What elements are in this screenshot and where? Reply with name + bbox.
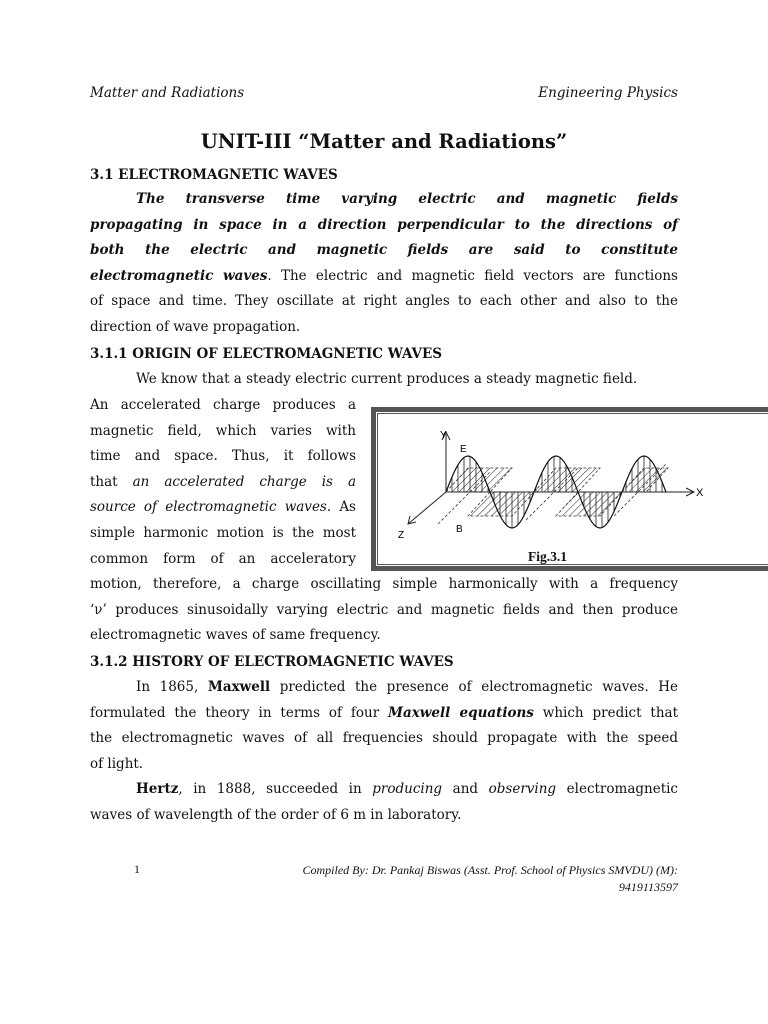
section-heading-3-1-1: 3.1.1 ORIGIN OF ELECTROMAGNETIC WAVES [90,346,443,362]
text-run: electromagnetic [556,781,678,798]
definition-line-3: both the electric and magnetic fields are said to constitute [90,242,678,259]
text-run: and [442,781,489,798]
wrap-line-5-italic: source of electromagnetic waves [90,499,327,516]
paragraph-line [90,701,678,727]
paragraph-line: electromagnetic waves of same frequency. [90,627,381,644]
text-italic: producing [372,781,443,798]
paragraph-line: We know that a steady electric current produces a steady magnetic field. [136,371,638,387]
paragraph-line: the electromagnetic waves of all frequencies should propagate with the speed [90,730,678,747]
text-run: which predict that [533,704,678,721]
paragraph-3-1-1-cont [90,572,678,649]
section-heading-3-1: 3.1 ELECTROMAGNETIC WAVES [90,167,338,183]
text-run: predicted the presence of electromagnetic waves. He [270,679,678,695]
term-maxwell-equations: Maxwell equations [388,704,534,721]
label-y: Y [440,430,447,441]
wrap-line-6: simple harmonic motion is the most [90,524,356,541]
wrap-line-3: time and space. Thus, it follows [90,448,356,465]
paragraph-line: ‘ν’ produces sinusoidally varying electric and magnetic fields and then produce [90,601,678,618]
label-b: B [456,524,463,535]
paragraph-line-5: of space and time. They oscillate at right angles to each other and also to the [90,293,678,310]
page-number: 1 [134,862,140,876]
text-run: formulated the theory in terms of four [90,704,389,721]
name-hertz: Hertz [136,781,179,798]
label-x: X [696,487,704,499]
paragraph-line [90,675,678,701]
name-maxwell: Maxwell [207,679,271,695]
wrap-line-4-italic: an accelerated charge is a [132,473,356,490]
wrap-line-2: magnetic field, which varies with [90,422,356,439]
paragraph-line: waves of wavelength of the order of 6 m in laboratory. [90,806,462,823]
section-heading-3-1-2: 3.1.2 HISTORY OF ELECTROMAGNETIC WAVES [90,654,454,670]
label-z: Z [398,530,405,541]
em-wave-diagram [376,412,768,566]
wrap-line-5-b: . As [326,499,356,516]
wrap-line-7: common form of an acceleratory [90,550,356,567]
paragraph-3-1 [90,187,678,341]
definition-line-1: The transverse time varying electric and magnetic fields [136,191,678,207]
paragraph-3-1-2 [90,675,678,829]
wrap-line-1: An accelerated charge produces a [90,397,356,413]
definition-line-2: propagating in space in a direction perpendicular to the directions of [90,216,678,233]
wrap-line-4-a: that [90,473,133,490]
paragraph-3-1-1-intro [90,367,678,393]
text-italic: observing [488,781,557,798]
paragraph-line: of light. [90,755,144,772]
figure-caption: Fig.3.1 [528,549,567,564]
paragraph-line: motion, therefore, a charge oscillating simple harmonically with a frequency [90,576,678,592]
running-header [90,85,678,101]
footer-credit [303,862,679,896]
header-right: Engineering Physics [538,85,678,101]
label-e: E [460,444,467,455]
credit-line-2: 9419113597 [618,880,678,894]
credit-line-1: Compiled By: Dr. Pankaj Biswas (Asst. Prof. School of Physics SMVDU) (M): [302,863,678,877]
z-axis [408,492,446,524]
paragraph-line [90,777,678,803]
wrap-line-5 [90,495,356,521]
text-run: In 1865, [136,679,208,695]
definition-line-4-rest: . The electric and magnetic field vectors are functions [267,267,678,284]
unit-title: UNIT-III “Matter and Radiations” [200,130,568,153]
wrap-line-4 [90,470,356,496]
figure-3-1 [371,407,768,571]
paragraph-line-6: direction of wave propagation. [90,318,301,335]
text-run: , in 1888, succeeded in [178,781,373,798]
definition-line-4 [90,264,678,290]
header-left: Matter and Radiations [90,85,245,101]
wrapped-text-column [90,393,356,572]
term-em-waves: electromagnetic waves [90,267,268,284]
magnetic-field-wave [424,464,668,524]
